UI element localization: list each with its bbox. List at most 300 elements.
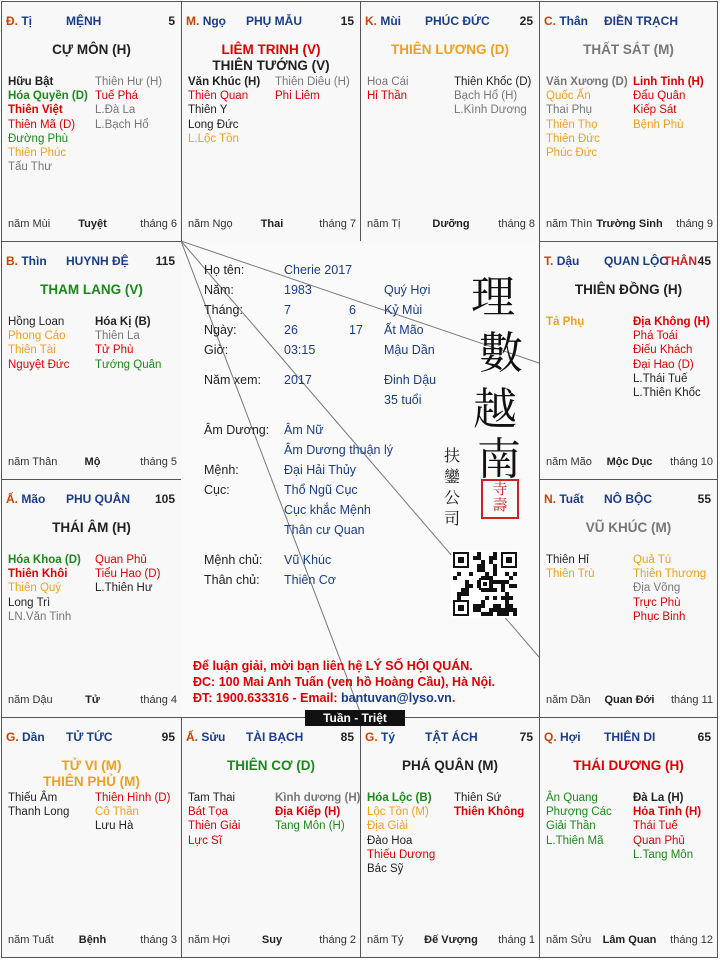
value-ho-ten: Cherie 2017 <box>284 263 353 277</box>
palace-header <box>544 14 713 30</box>
label-nam-xem: Năm xem: <box>204 373 261 387</box>
palace-age: 115 <box>155 254 175 268</box>
minor-star: Thiên Thương <box>633 568 707 581</box>
palace-year: năm Dần <box>546 694 591 706</box>
palace-name: ĐIỀN TRẠCH <box>604 14 678 28</box>
minor-star: Trực Phù <box>633 596 681 609</box>
minor-star: Hữu Bật <box>8 76 54 88</box>
palace-year: năm Mùi <box>8 218 51 230</box>
center-info-panel <box>181 241 539 717</box>
contact-phone: ĐT: 1900.633316 - Email: <box>193 691 341 705</box>
calligraphy-char-2: 數 <box>479 328 523 379</box>
minor-stars-right <box>95 75 182 132</box>
minor-star: Nguyệt Đức <box>8 358 70 371</box>
palace-header <box>6 730 177 746</box>
value-ngay-duong: 26 <box>284 323 298 337</box>
minor-star: Thái Tuế <box>633 820 678 833</box>
minor-stars-left <box>8 553 100 624</box>
palace-year: năm Tý <box>367 934 404 946</box>
minor-star: Kiếp Sát <box>633 104 677 117</box>
value-gio-am: Mậu Dần <box>384 343 435 357</box>
palace-year: năm Tị <box>367 218 401 230</box>
value-ngay-am: Ất Mão <box>384 323 424 337</box>
palace-header <box>365 14 535 30</box>
palace-cycle-stage: Suy <box>261 934 283 946</box>
minor-star: Hỉ Thần <box>367 90 408 103</box>
minor-star: Phi Liêm <box>275 90 320 103</box>
contact-end: . <box>451 691 456 705</box>
palace-dien-trach <box>539 1 718 242</box>
palace-branch-name: Tị <box>21 14 33 28</box>
palace-month: tháng 4 <box>140 694 177 706</box>
palace-branch <box>544 14 588 28</box>
palace-year: năm Thìn <box>546 218 593 230</box>
palace-footer <box>8 934 177 948</box>
minor-star: Thiếu Âm <box>8 792 58 804</box>
palace-stem: Ấ. <box>6 492 18 506</box>
minor-star: Điếu Khách <box>633 344 693 357</box>
palace-month: tháng 3 <box>140 934 177 946</box>
minor-star: Thanh Long <box>8 806 70 819</box>
minor-stars-left <box>188 75 280 146</box>
palace-footer <box>367 218 535 232</box>
minor-stars-left <box>8 791 100 819</box>
minor-star: Thiên La <box>95 330 140 343</box>
minor-star: Ân Quang <box>546 792 598 804</box>
minor-star: Thiên Sứ <box>454 792 502 804</box>
palace-branch <box>6 492 45 506</box>
palace-month: tháng 12 <box>670 934 713 946</box>
main-stars <box>542 282 715 298</box>
minor-stars-left <box>546 75 638 160</box>
palace-name: TẬT ÁCH <box>425 730 478 744</box>
label-am-duong: Âm Dương: <box>204 423 270 437</box>
palace-branch <box>365 730 395 744</box>
minor-star: L.Đà La <box>95 104 136 117</box>
minor-star: L.Lộc Tồn <box>188 132 239 145</box>
palace-tu-tuc <box>1 717 182 958</box>
minor-star: L.Thiên Khốc <box>633 387 701 400</box>
palace-name: QUAN LỘC <box>604 254 668 268</box>
main-star: PHÁ QUÂN (M) <box>402 758 498 773</box>
palace-footer <box>8 218 177 232</box>
minor-star: Hóa Khoa (D) <box>8 554 81 566</box>
minor-star: Thiên Hư (H) <box>95 76 163 88</box>
palace-month: tháng 11 <box>670 694 713 706</box>
palace-header <box>544 730 713 746</box>
minor-stars-left <box>546 315 638 329</box>
contact-email-link[interactable]: bantuvan@lyso.vn <box>341 691 452 705</box>
palace-cycle-stage: Tuyệt <box>78 218 107 230</box>
minor-star: Quan Phủ <box>633 834 685 847</box>
value-ngay-am-so: 17 <box>349 323 363 337</box>
palace-branch <box>186 14 226 28</box>
palace-stem: C. <box>544 14 556 28</box>
label-menh-chu: Mệnh chủ: <box>204 553 263 567</box>
palace-branch-name: Thân <box>559 14 589 28</box>
minor-star: Thiên Hình (D) <box>95 792 171 804</box>
palace-cycle-stage: Thai <box>260 218 284 230</box>
value-nam-xem: 2017 <box>284 373 312 387</box>
palace-age: 15 <box>340 14 354 28</box>
seal-char-1: 扶 <box>444 446 461 465</box>
main-stars <box>184 758 358 774</box>
tuan-triet-badge: Tuần - Triệt <box>305 710 405 726</box>
minor-star: Phong Cáo <box>8 330 66 343</box>
qr-code-icon[interactable] <box>451 550 519 618</box>
minor-star: Đường Phù <box>8 132 68 145</box>
minor-stars-left <box>367 75 459 103</box>
minor-stars-right <box>275 791 361 834</box>
minor-star: Giải Thần <box>546 820 596 833</box>
minor-stars-right <box>95 315 182 372</box>
palace-age: 45 <box>697 254 711 268</box>
palace-cycle-stage: Dưỡng <box>432 218 470 230</box>
minor-star: Đẩu Quân <box>633 90 686 103</box>
palace-branch-name: Sửu <box>201 730 226 744</box>
palace-month: tháng 10 <box>670 456 713 468</box>
palace-tat-ach <box>360 717 540 958</box>
minor-star: Thiên Khốc (D) <box>454 76 532 88</box>
minor-star: Quan Phủ <box>95 554 147 566</box>
value-nam-xem-am: Đinh Dậu <box>384 373 437 387</box>
minor-stars-right <box>633 553 718 624</box>
palace-year: năm Ngọ <box>188 218 233 230</box>
seal-char-4: 司 <box>444 509 461 528</box>
main-star: THIÊN PHỦ (M) <box>43 774 140 789</box>
value-thang-duong: 7 <box>284 303 291 317</box>
palace-no-boc <box>539 479 718 718</box>
palace-quan-loc <box>539 241 718 480</box>
main-star: THIÊN LƯƠNG (D) <box>391 42 509 57</box>
main-star: THẤT SÁT (M) <box>583 42 674 57</box>
palace-year: năm Sửu <box>546 934 592 946</box>
minor-star: LN.Văn Tinh <box>8 610 72 623</box>
minor-star: Tả Phụ <box>546 316 585 328</box>
palace-year: năm Mão <box>546 456 592 468</box>
palace-name: PHU QUÂN <box>66 492 131 506</box>
palace-stem: B. <box>6 254 18 268</box>
minor-stars-left <box>8 75 100 174</box>
palace-branch-name: Mão <box>21 492 46 506</box>
palace-header <box>6 14 177 30</box>
main-star: THÁI ÂM (H) <box>52 520 131 535</box>
minor-star: Thiên Diêu (H) <box>275 76 350 88</box>
minor-star: Lực Sĩ <box>188 834 222 847</box>
palace-branch <box>6 254 47 268</box>
palace-name: THIÊN DI <box>604 730 656 744</box>
main-star: THIÊN CƠ (D) <box>226 758 315 773</box>
palace-name: TỬ TỨC <box>66 730 113 744</box>
main-stars <box>4 282 179 298</box>
palace-header <box>544 254 713 270</box>
minor-stars-right <box>95 791 182 834</box>
palace-branch <box>365 14 401 28</box>
palace-year: năm Tuất <box>8 934 54 946</box>
palace-branch <box>6 730 45 744</box>
calligraphy-char-1: 理 <box>471 272 515 323</box>
palace-branch-name: Hợi <box>560 730 581 744</box>
palace-stem: Đ. <box>6 14 18 28</box>
palace-footer <box>546 694 713 708</box>
value-than-chu: Thiên Cơ <box>284 573 336 587</box>
palace-footer <box>367 934 535 948</box>
palace-cycle-stage: Mộc Dục <box>606 456 653 468</box>
palace-stem: Q. <box>544 730 557 744</box>
main-stars <box>542 42 715 58</box>
main-star: THAM LANG (V) <box>40 282 143 297</box>
label-gio: Giờ: <box>204 343 229 357</box>
palace-branch <box>544 730 581 744</box>
minor-star: Thiên Tài <box>8 344 56 357</box>
palace-menh <box>1 1 182 242</box>
palace-age: 65 <box>697 730 711 744</box>
minor-star: Phá Toái <box>633 330 678 343</box>
main-star: THIÊN TƯỚNG (V) <box>212 58 330 73</box>
minor-stars-left <box>367 791 459 876</box>
minor-star: Tang Môn (H) <box>275 820 345 833</box>
minor-stars-left <box>188 791 280 848</box>
label-ho-ten: Họ tên: <box>204 263 245 277</box>
value-nam-am: Quý Hợi <box>384 283 431 297</box>
palace-month: tháng 5 <box>140 456 177 468</box>
value-gio-duong: 03:15 <box>284 343 316 357</box>
minor-star: Thiên Quý <box>8 582 62 595</box>
label-thang: Tháng: <box>204 303 243 317</box>
palace-header <box>186 14 356 30</box>
value-am-duong-2: Âm Dương thuận lý <box>284 443 393 457</box>
minor-stars-right <box>633 315 718 400</box>
palace-year: năm Thân <box>8 456 58 468</box>
palace-branch-name: Mùi <box>380 14 402 28</box>
minor-star: Long Đức <box>188 118 239 131</box>
contact-line-1: Để luận giải, mời bạn liên hệ LÝ SỐ HỘI QUÁN. <box>193 659 473 673</box>
main-stars <box>4 42 179 58</box>
palace-stem: G. <box>365 730 378 744</box>
palace-stem: K. <box>365 14 377 28</box>
label-cuc: Cục: <box>204 483 230 497</box>
minor-star: Địa Giải <box>367 820 408 833</box>
palace-branch-name: Tý <box>381 730 396 744</box>
palace-footer <box>8 456 177 470</box>
minor-star: Bát Tọa <box>188 806 229 819</box>
minor-star: Hóa Lộc (B) <box>367 792 432 804</box>
minor-star: Phượng Các <box>546 806 612 819</box>
main-stars <box>542 758 715 774</box>
minor-star: Thiên Quan <box>188 90 249 103</box>
palace-branch-name: Tuất <box>559 492 584 506</box>
palace-header <box>365 730 535 746</box>
main-star: LIÊM TRINH (V) <box>221 42 321 57</box>
main-stars <box>363 758 537 774</box>
palace-age: 5 <box>168 14 175 28</box>
palace-branch-name: Dần <box>22 730 45 744</box>
minor-star: L.Tang Môn <box>633 848 694 861</box>
minor-star: Lưu Hà <box>95 820 134 833</box>
palace-header <box>6 254 177 270</box>
palace-cycle-stage: Bệnh <box>78 934 107 946</box>
seal-char-3: 公 <box>444 488 461 507</box>
palace-stem: Ấ. <box>186 730 198 744</box>
minor-star: Hồng Loan <box>8 316 65 328</box>
palace-name: NÔ BỘC <box>604 492 652 506</box>
palace-cycle-stage: Mộ <box>84 456 101 468</box>
minor-star: Địa Kiếp (H) <box>275 806 341 819</box>
minor-star: Thai Phụ <box>546 104 593 117</box>
minor-star: Thiên Mã (D) <box>8 118 76 131</box>
minor-stars-left <box>546 553 638 581</box>
minor-star: L.Thái Tuế <box>633 372 688 385</box>
palace-branch-name: Ngọ <box>202 14 227 28</box>
palace-branch <box>6 14 32 28</box>
palace-age: 75 <box>519 730 533 744</box>
minor-star: Bác Sỹ <box>367 863 404 876</box>
red-seal-stamp <box>481 479 519 519</box>
palace-footer <box>8 694 177 708</box>
minor-stars-left <box>8 315 100 372</box>
palace-age: 85 <box>340 730 354 744</box>
palace-footer <box>546 218 713 232</box>
main-stars <box>4 520 179 536</box>
value-nam-duong: 1983 <box>284 283 312 297</box>
stamp-char-1: 寺 <box>492 480 508 498</box>
minor-star: Phúc Đức <box>546 147 598 160</box>
value-thang-am: Kỷ Mùi <box>384 303 423 317</box>
palace-phu-quan <box>1 479 182 718</box>
value-tuoi: 35 tuổi <box>384 393 422 407</box>
minor-star: Thiên Trù <box>546 568 595 581</box>
minor-stars-right <box>633 791 718 862</box>
minor-stars-right <box>275 75 361 103</box>
minor-star: Bệnh Phù <box>633 118 684 131</box>
palace-footer <box>188 218 356 232</box>
main-star: THÁI DƯƠNG (H) <box>573 758 684 773</box>
minor-star: Văn Khúc (H) <box>188 76 261 88</box>
main-stars <box>184 42 358 74</box>
palace-branch <box>186 730 225 744</box>
main-star: THIÊN ĐỒNG (H) <box>574 282 683 297</box>
palace-age: 55 <box>697 492 711 506</box>
main-stars <box>363 42 537 58</box>
palace-branch-name: Thìn <box>21 254 47 268</box>
palace-header <box>544 492 713 508</box>
palace-month: tháng 2 <box>319 934 356 946</box>
minor-star: Tiểu Hao (D) <box>95 568 161 581</box>
palace-year: năm Hợi <box>188 934 231 946</box>
label-nam: Năm: <box>204 283 234 297</box>
palace-month: tháng 1 <box>498 934 535 946</box>
main-stars <box>542 520 715 536</box>
minor-star: Linh Tinh (H) <box>633 76 704 88</box>
minor-star: Long Trì <box>8 596 51 609</box>
minor-star: L.Bạch Hổ <box>95 118 149 131</box>
label-menh: Mệnh: <box>204 463 239 477</box>
palace-phuc-duc <box>360 1 540 242</box>
palace-stem: G. <box>6 730 19 744</box>
minor-star: Thiên Giải <box>188 820 241 833</box>
palace-name: TÀI BẠCH <box>246 730 304 744</box>
minor-star: Kình dương (H) <box>275 792 361 804</box>
palace-month: tháng 6 <box>140 218 177 230</box>
minor-star: Lộc Tồn (M) <box>367 806 429 819</box>
minor-star: Tướng Quân <box>95 358 162 371</box>
minor-star: Thiên Y <box>188 104 228 117</box>
palace-stem: N. <box>544 492 556 506</box>
palace-cycle-stage: Trường Sinh <box>596 218 663 230</box>
main-star: TỬ VI (M) <box>61 758 122 773</box>
palace-thien-di <box>539 717 718 958</box>
palace-month: tháng 9 <box>676 218 713 230</box>
minor-stars-right <box>454 791 540 819</box>
minor-stars-left <box>546 791 638 848</box>
minor-star: Thiên Không <box>454 806 525 819</box>
minor-star: Hoa Cái <box>367 76 409 88</box>
label-ngay: Ngày: <box>204 323 237 337</box>
minor-star: Tuế Phá <box>95 90 139 103</box>
palace-name: PHỤ MẪU <box>246 14 302 28</box>
minor-star: Hóa Kị (B) <box>95 316 151 328</box>
minor-star: Hóa Quyền (D) <box>8 90 88 103</box>
minor-star: Thiếu Dương <box>367 848 436 861</box>
value-am-duong-1: Âm Nữ <box>284 423 324 437</box>
minor-star: Đà La (H) <box>633 792 684 804</box>
minor-stars-right <box>633 75 718 132</box>
palace-month: tháng 7 <box>319 218 356 230</box>
contact-line-3 <box>193 691 455 705</box>
seal-char-2: 鑾 <box>444 467 461 486</box>
minor-stars-right <box>454 75 540 118</box>
stamp-char-2: 壽 <box>492 496 508 514</box>
palace-stem: T. <box>544 254 554 268</box>
palace-huynh-de <box>1 241 182 480</box>
main-star: VŨ KHÚC (M) <box>585 520 672 535</box>
minor-star: Bạch Hổ (H) <box>454 90 518 103</box>
palace-header <box>186 730 356 746</box>
minor-star: Thiên Khôi <box>8 568 68 581</box>
minor-star: Địa Võng <box>633 582 681 595</box>
calligraphy-char-3: 越 <box>473 384 517 435</box>
main-stars <box>4 758 179 790</box>
minor-star: Văn Xương (D) <box>546 76 628 88</box>
palace-cycle-stage: Đế Vượng <box>424 934 478 946</box>
palace-age: 105 <box>154 492 175 506</box>
palace-name: HUYNH ĐỆ <box>66 254 129 268</box>
palace-month: tháng 8 <box>498 218 535 230</box>
palace-branch <box>544 492 584 506</box>
minor-star: Thiên Phúc <box>8 147 67 160</box>
palace-branch-name: Dậu <box>556 254 580 268</box>
than-marker: THÂN <box>663 254 697 268</box>
palace-cycle-stage: Tử <box>85 694 100 706</box>
minor-star: Phục Binh <box>633 610 686 623</box>
palace-stem: M. <box>186 14 200 28</box>
main-star: CỰ MÔN (H) <box>52 42 131 57</box>
palace-year: năm Dậu <box>8 694 53 706</box>
minor-star: L.Thiên Hư <box>95 582 153 595</box>
palace-age: 95 <box>161 730 175 744</box>
value-menh: Đại Hải Thủy <box>284 463 357 477</box>
palace-cycle-stage: Quan Đới <box>604 694 655 706</box>
palace-phu-mau <box>181 1 361 242</box>
minor-star: Hỏa Tinh (H) <box>633 806 702 819</box>
minor-star: L.Thiên Mã <box>546 834 604 847</box>
palace-header <box>6 492 177 508</box>
minor-star: Địa Không (H) <box>633 316 710 328</box>
minor-star: Thiên Hỉ <box>546 554 589 566</box>
palace-branch <box>544 254 579 268</box>
palace-cycle-stage: Lâm Quan <box>602 934 657 946</box>
palace-age: 25 <box>519 14 533 28</box>
